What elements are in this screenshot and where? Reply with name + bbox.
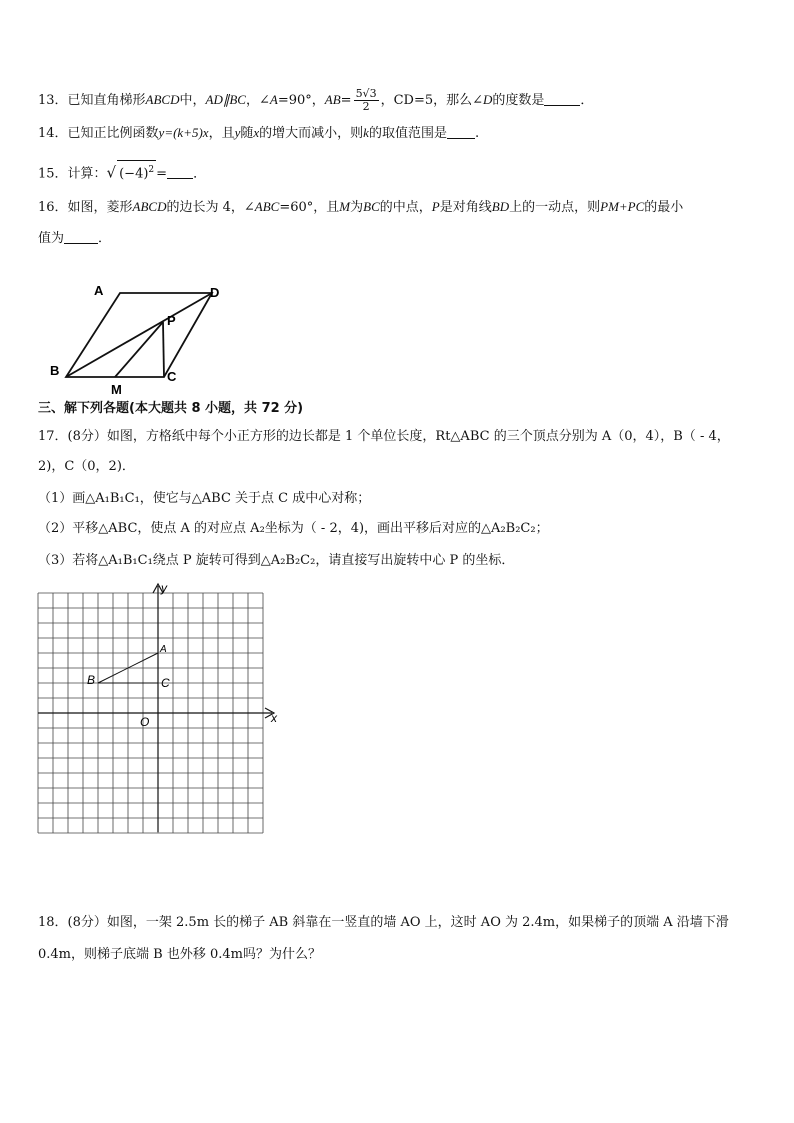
label-m: M <box>111 382 122 397</box>
q15-radicand <box>117 160 156 183</box>
question-14 <box>38 124 479 143</box>
q16-g: 的最小 <box>644 200 684 215</box>
question-17-line2: 2)，C（0，2)． <box>38 459 135 474</box>
q16-line2-end: ． <box>98 231 112 246</box>
q14-func: y=(k+5)x <box>158 125 209 140</box>
q13-mid2: ，∠ <box>245 93 270 108</box>
q14-post: 的取值范围是 <box>368 126 447 141</box>
q14-x: x <box>253 125 260 140</box>
q13-a: A <box>269 92 278 107</box>
label-p: P <box>167 313 176 328</box>
q14-mid2: 随 <box>240 126 254 141</box>
question-16-line1 <box>38 198 683 217</box>
q14-pre: 14．已知正比例函数 <box>38 126 159 141</box>
q13-post: 的度数是 <box>492 93 545 108</box>
q13-d: D <box>483 92 493 107</box>
q13-answer-blank[interactable] <box>544 93 580 106</box>
label-d: D <box>210 285 220 300</box>
point-c-label: C <box>161 676 170 690</box>
q13-eq: = <box>340 93 352 108</box>
q15-pre: 15．计算： <box>38 166 107 182</box>
q15-end: ． <box>193 166 207 182</box>
q16-answer-blank[interactable] <box>64 231 98 244</box>
q13-pre: 13．已知直角梯形 <box>38 93 146 108</box>
q15-post: = <box>156 166 168 182</box>
q16-abcd: ABCD <box>132 199 167 214</box>
diagonal-bd <box>66 293 212 377</box>
label-b: B <box>50 363 60 378</box>
q15-power: 2 <box>148 165 155 175</box>
q13-cd: ，CD=5，那么∠ <box>380 93 484 108</box>
q16-d: 的中点， <box>379 200 432 215</box>
q13-frac-num: 5√3 <box>355 87 377 100</box>
segment-pc <box>163 322 164 377</box>
q13-ab: AB <box>324 92 341 107</box>
question-18-line2: 0.4m，则梯子底端 B 也外移 0.4m吗？为什么？ <box>38 947 321 962</box>
origin-label: O <box>140 715 150 729</box>
label-c: C <box>167 369 177 384</box>
q14-y: y <box>234 125 241 140</box>
q16-b: =60°，且 <box>279 200 340 215</box>
question-17-part1: （1）画△A₁B₁C₁，使它与△ABC 关于点 C 成中心对称； <box>38 491 371 506</box>
question-13 <box>38 88 593 113</box>
q13-mid1: 中， <box>179 93 206 108</box>
point-b-label: B <box>87 673 96 687</box>
q16-f: 上的一动点，则 <box>509 200 601 215</box>
q13-angle: =90°， <box>277 93 325 108</box>
q13-end: ． <box>580 93 594 108</box>
q16-c: 为 <box>350 200 364 215</box>
q13-frac-den: 2 <box>362 100 370 113</box>
axis-label-y: y <box>161 581 167 595</box>
q14-answer-blank[interactable] <box>447 126 475 139</box>
label-a: A <box>94 283 104 298</box>
axis-label-x: x <box>271 711 277 725</box>
q16-pre: 16．如图，菱形 <box>38 200 133 215</box>
q15-radicand-base: (−4) <box>119 166 149 182</box>
segment-pm <box>115 322 163 377</box>
q16-abc: ABC <box>254 199 280 214</box>
q16-line2-pre: 值为 <box>38 231 65 246</box>
question-17-part2: （2）平移△ABC，使点 A 的对应点 A₂坐标为（ - 2，4)，画出平移后对应的△A₂B₂C₂； <box>38 521 549 536</box>
section-3-heading: 三、解下列各题(本大题共 8 小题，共 72 分) <box>38 401 304 416</box>
q15-answer-blank[interactable] <box>167 166 193 179</box>
question-15 <box>38 160 206 183</box>
coordinate-grid-figure <box>30 580 290 840</box>
q16-pmpc: PM+PC <box>600 199 645 214</box>
q16-e: 是对角线 <box>439 200 492 215</box>
q16-p: P <box>431 199 440 214</box>
question-18-line1: 18．(8分）如图，一架 2.5m 长的梯子 AB 斜靠在一竖直的墙 AO 上，这时 AO 为 2.4m，如果梯子的顶端 A 沿墙下滑 <box>38 915 729 930</box>
point-a-label: A <box>160 644 167 655</box>
q16-bc: BC <box>363 199 380 214</box>
q14-end: . <box>474 126 480 141</box>
question-16-line2 <box>38 230 111 248</box>
rhombus-figure <box>40 280 240 400</box>
question-17-line1: 17．(8分）如图，方格纸中每个小正方形的边长都是 1 个单位长度，Rt△ABC 的三个顶点分别为 A（0，4），B（ - 4， <box>38 429 730 444</box>
q13-abcd: ABCD <box>145 92 180 107</box>
q15-root-sign: √ <box>106 163 117 182</box>
q16-bd: BD <box>491 199 510 214</box>
question-17-part3: （3）若将△A₁B₁C₁绕点 P 旋转可得到△A₂B₂C₂，请直接写出旋转中心 P 的坐标． <box>38 553 515 568</box>
q13-fraction <box>354 88 379 113</box>
q16-m: M <box>339 199 351 214</box>
q16-a: 的边长为 4，∠ <box>166 200 255 215</box>
q14-mid3: 的增大而减小，则 <box>259 126 364 141</box>
q14-k: k <box>363 125 369 140</box>
q14-mid: ，且 <box>208 126 235 141</box>
q13-ad-bc: AD∥BC <box>205 92 246 107</box>
